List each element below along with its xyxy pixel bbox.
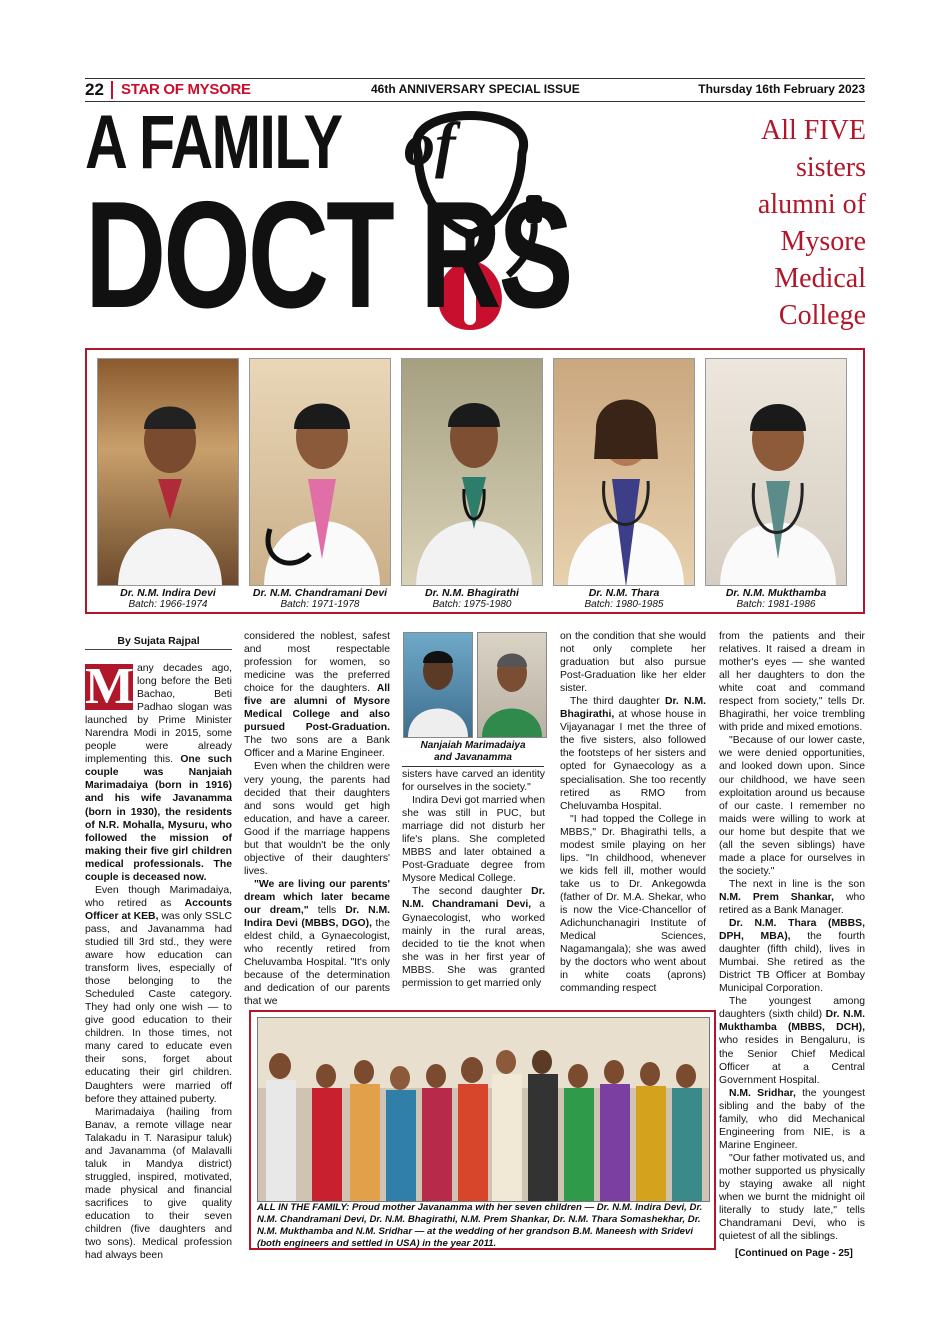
article-column-1	[85, 658, 232, 1262]
headline-line2: DOCT RS	[85, 170, 571, 340]
portrait-photo	[249, 358, 391, 586]
parents-caption: Nanjaiah Marimadaiya and Javanamma	[402, 740, 544, 767]
portrait-batch: Batch: 1981-1986	[736, 599, 816, 610]
drop-cap: M	[85, 658, 135, 715]
portrait-name: Dr. N.M. Thara	[588, 587, 660, 599]
portrait-name: Dr. N.M. Bhagirathi	[425, 587, 519, 599]
family-photo	[257, 1017, 710, 1202]
portrait-card	[249, 358, 391, 610]
article-column-5	[719, 630, 865, 1243]
headline-line1: A FAMILY	[85, 100, 342, 185]
article-paragraph: Even though Marimadaiya, who retired as Accounts Officer at KEB, was only SSLC pass, and Javanamma had studied till 3rd std., they were aware how education can transform lives, especially of those belonging to the Scheduled Caste category. They had only one wish — to give good education to their children. In those times, not many cared to educate even their sons, forget about educating their girl children. Daughters were married off before they attained puberty.	[85, 884, 232, 1105]
portrait-name: Dr. N.M. Chandramani Devi	[252, 587, 388, 599]
article-column-4	[560, 630, 706, 995]
portrait-card	[553, 358, 695, 610]
portrait-card	[401, 358, 543, 610]
issue-date: Thursday 16th February 2023	[698, 82, 865, 96]
portrait-panel	[85, 348, 865, 614]
subhead-line: Medical	[774, 263, 866, 294]
article-paragraph: The third daughter Dr. N.M. Bhagirathi, at whose house in Vijayanagar I met the three of the five sisters, also followed the footsteps of her sisters and opted for Gynaecology as a specialisation. She too recently retired as RMO from Cheluvamba Hospital.	[560, 696, 706, 812]
article-paragraph: sisters have carved an identity for ourselves in the society."	[402, 769, 545, 794]
article-paragraph: considered the noblest, safest and most respectable profession for women, so medicine was the preferred choice for the daughters. All five are alumni of Mysore Medical College and also pursued Post-Graduation. The two sons are a Bank Officer and a Marine Engineer.	[244, 631, 391, 760]
subhead-line: Mysore	[780, 226, 866, 257]
headline-of: of	[404, 111, 456, 179]
page-number: 22	[85, 80, 104, 99]
family-photo-box	[249, 1010, 716, 1250]
issue-title: 46th ANNIVERSARY SPECIAL ISSUE	[371, 82, 580, 96]
byline: By Sujata Rajpal	[85, 635, 232, 650]
portrait-name: Dr. N.M. Indira Devi	[120, 587, 216, 599]
portrait-batch: Batch: 1966-1974	[128, 599, 208, 610]
article-paragraph: "Our father motivated us, and mother supported us physically by staying awake all night when we burnt the midnight oil literally to study late," tells Chandramani Devi, who is quietest of all the siblings.	[719, 1152, 865, 1243]
portrait-photo	[97, 358, 239, 586]
article-paragraph: from the patients and their relatives. It raised a dream in mother's eyes — she wanted all her daughters to don the white coat and command respect from society," tells Dr. Bhagirathi, her voice trembling with pride and mixed emotions.	[719, 631, 865, 734]
mother-photo	[477, 632, 547, 738]
subhead-line: sisters	[796, 152, 866, 183]
masthead-divider	[111, 81, 113, 99]
article-paragraph: "We are living our parents' dream which later became our dream," tells Dr. N.M. Indira Devi (MBBS, DGO), the eldest child, a Gynaecologist, who recently retired from Cheluvamba Hospital. "It's only because of the determination and dedication of our parents that we	[244, 878, 391, 1008]
article-paragraph: The second daughter Dr. N.M. Chandramani Devi, a Gynaecologist, who worked mainly in the rural areas, decided to tie the knot when she was in her first year of MBBS. She was granted permission to get married only	[402, 886, 545, 989]
father-photo	[403, 632, 473, 738]
portrait-photo	[553, 358, 695, 586]
portrait-batch: Batch: 1975-1980	[432, 599, 512, 610]
continued-link[interactable]: [Continued on Page - 25]	[735, 1248, 853, 1259]
article-column-2	[244, 630, 390, 1008]
subhead-line: College	[778, 300, 866, 331]
article-paragraph: Marimadaiya (hailing from Banav, a remote village near Talakadu in T. Narasipur taluk) and Javanamma (of Malavalli taluk in Mandya district) struggled, inspired, motivated, made physical and financial sacrifices to give quality education to their seven children (five daughters and two sons). Medical profession had always been	[85, 1106, 232, 1262]
family-photo-caption: ALL IN THE FAMILY: Proud mother Javanamma with her seven children — Dr. N.M. Indira Devi, Dr. N.M. Chandramani Devi, Dr. N.M. Bhagirathi, N.M. Prem Shankar, Dr. N.M. Thara Somashekhar, Dr. N.M. Mukthamba and N.M. Sridhar — at the wedding of her grandson B.M. Maneesh with Sridevi (both engineers and settled in USA) in the year 2011.	[257, 1202, 703, 1249]
subheadline	[700, 112, 866, 334]
article-paragraph: "I had topped the College in MBBS," Dr. Bhagirathi tells, a modest smile playing on her lips. "In childhood, whenever we kids fell ill, mother would take us to Dr. Ankegowda (father of Dr. M.A. Shekar, who is now the Vice-Chancellor of Adichunchanagiri Institute of Medical Sciences, Nagamangala); she was awed by the doctors who went about in white coats (aprons) commanding respect	[560, 813, 706, 995]
article-paragraph: "Because of our lower caste, we were denied opportunities, and looked down upon. Since our childhood, we have seen exploitation around us because of our caste. I remember no maids were willing to work at our home but despite that we (all the seven siblings) have made a place for ourselves in the society."	[719, 735, 865, 877]
portrait-batch: Batch: 1971-1978	[280, 599, 360, 610]
portrait-photo	[705, 358, 847, 586]
portrait-batch: Batch: 1980-1985	[584, 599, 664, 610]
portrait-card	[705, 358, 847, 610]
subhead-line: All FIVE	[761, 115, 866, 146]
newspaper-name: STAR OF MYSORE	[121, 81, 251, 98]
article-paragraph: any decades ago, long before the Beti Bachao, Beti Padhao slogan was launched by Prime Minister Narendra Modi in 2015, some people were already implementing this. One such couple was Nanjaiah Marimadaiya (born in 1916) and his wife Javanamma (born in 1930), the residents of N.R. Mohalla, Mysuru, who followed the mission of making their five girl children medical professionals. The couple is deceased now.	[85, 663, 232, 883]
article-paragraph: N.M. Sridhar, the youngest sibling and the baby of the family, who did Mechanical Engineering from NIE, is a Marine Engineer.	[719, 1087, 865, 1151]
article-column-3	[402, 768, 545, 990]
portrait-photo	[401, 358, 543, 586]
portrait-card	[97, 358, 239, 610]
subhead-line: alumni of	[757, 189, 866, 220]
article-paragraph: The next in line is the son N.M. Prem Shankar, who retired as a Bank Manager.	[719, 878, 865, 916]
article-paragraph: Even when the children were very young, the parents had decided that their daughters and sons would get high education, and have a career. Good if the marriage happens but that wouldn't be the only objective of their daughters' lives.	[244, 761, 390, 877]
article-paragraph: The youngest among daughters (sixth child) Dr. N.M. Mukthamba (MBBS, DCH), who resides in Bengaluru, is the Senior Chief Medical Officer at a Central Government Hospital.	[719, 996, 865, 1086]
portrait-name: Dr. N.M. Mukthamba	[725, 587, 827, 599]
article-paragraph: on the condition that she would not only complete her graduation but also pursue Post-Graduation like her elder sister.	[560, 631, 706, 695]
article-paragraph: Dr. N.M. Thara (MBBS, DPH, MBA), the fourth daughter (fifth child), lives in Mumbai. She retired as the District TB Officer at Bombay Municipal Corporation.	[719, 918, 865, 995]
article-paragraph: Indira Devi got married when she was still in PUC, but marriage did not disturb her life's plans. She completed MBBS and later obtained a Post-Graduate degree from Mysore Medical College.	[402, 795, 545, 885]
